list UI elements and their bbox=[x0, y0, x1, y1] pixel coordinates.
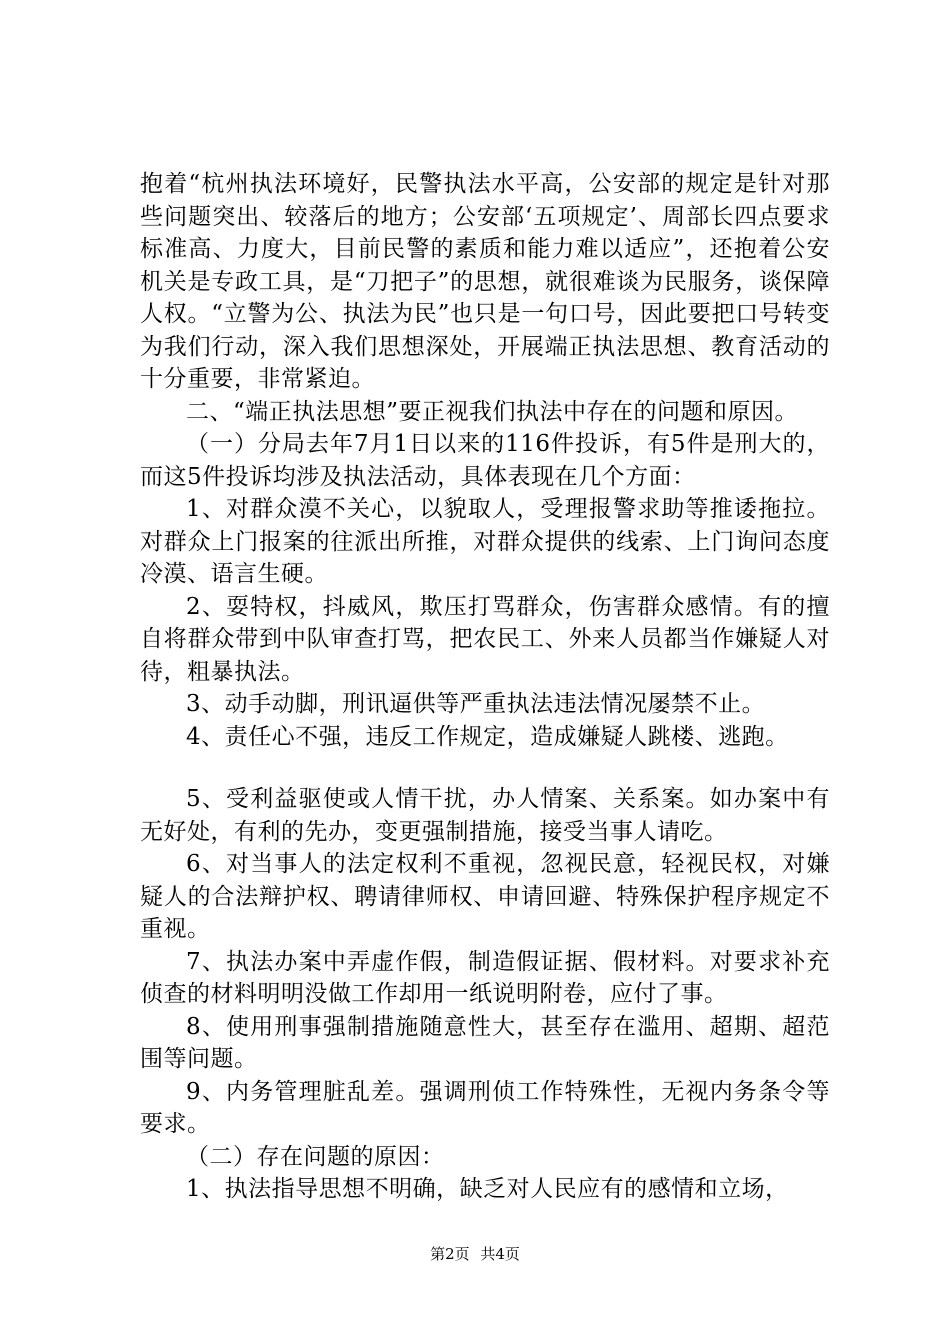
paragraph-gap bbox=[140, 753, 830, 783]
cause-item-1: 1、执法指导思想不明确，缺乏对人民应有的感情和立场， bbox=[186, 1176, 789, 1202]
list-item-7: 7、执法办案中弄虚作假，制造假证据、假材料。对要求补充侦查的材料明明没做工作却用一纸说明附卷，应付了事。 bbox=[140, 948, 830, 1007]
paragraph-continuation: 抱着“杭州执法环境好，民警执法水平高，公安部的规定是针对那些问题突出、较落后的地方；公安部‘五项规定’、周部长四点要求标准高、力度大，目前民警的素质和能力难以适应”，还抱着公安机关是专政工具，是“刀把子”的思想，就很难谈为民服务，谈保障人权。“立警为公、执法为民”也只是一句口号，因此要把口号转变为我们行动，深入我们思想深处，开展端正执法思想、教育活动的十分重要，非常紧迫。 bbox=[140, 171, 830, 392]
list-item-4: 4、责任心不强，违反工作规定，造成嫌疑人跳楼、逃跑。 bbox=[186, 723, 789, 750]
list-item-9: 9、内务管理脏乱差。强调刑侦工作特殊性，无视内务条令等要求。 bbox=[140, 1078, 830, 1137]
section-heading-two: 二、“端正执法思想”要正视我们执法中存在的问题和原因。 bbox=[186, 398, 799, 425]
document-body bbox=[140, 168, 830, 1206]
list-item-2: 2、耍特权，抖威风，欺压打骂群众，伤害群众感情。有的擅自将群众带到中队审查打骂，把农民工、外来人员都当作嫌疑人对待，粗暴执法。 bbox=[140, 593, 830, 685]
page-total: 共4页 bbox=[480, 1245, 520, 1263]
list-item-5: 5、受利益驱使或人情干扰，办人情案、关系案。如办案中有无好处，有利的先办，变更强制措施，接受当事人请吃。 bbox=[140, 786, 830, 845]
subsection-heading-one: （一）分局去年7月1日以来的116件投诉，有5件是刑大的，而这5件投诉均涉及执法活动，具体表现在几个方面： bbox=[140, 431, 830, 490]
list-item-1: 1、对群众漠不关心，以貌取人，受理报警求助等推诿拖拉。对群众上门报案的往派出所推，对群众提供的线索、上门询问态度冷漠、语言生硬。 bbox=[140, 496, 830, 587]
page-number: 第2页 bbox=[430, 1245, 470, 1263]
list-item-3: 3、动手动脚，刑讯逼供等严重执法违法情况屡禁不止。 bbox=[186, 691, 766, 717]
page-footer bbox=[0, 1244, 950, 1264]
list-item-6: 6、对当事人的法定权利不重视，忽视民意，轻视民权，对嫌疑人的合法辩护权、聘请律师权、申请回避、特殊保护程序规定不重视。 bbox=[140, 851, 830, 942]
list-item-8: 8、使用刑事强制措施随意性大，甚至存在滥用、超期、超范围等问题。 bbox=[140, 1013, 830, 1072]
subsection-heading-two: （二）存在问题的原因： bbox=[186, 1143, 445, 1170]
